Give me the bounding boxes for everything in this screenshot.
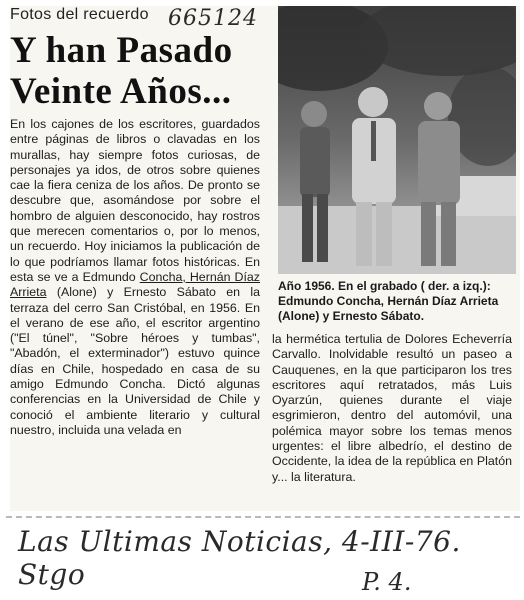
photo-caption: Año 1956. En el grabado ( der. a izq.): Edmundo Concha, Hernán Díaz Arrieta (Alone) y Ernesto Sábato. bbox=[278, 279, 499, 323]
headline-line-1: Y han Pasado bbox=[10, 30, 233, 71]
cut-line bbox=[6, 516, 520, 518]
body-underlined-names: Concha, Hernán Díaz Arrieta bbox=[10, 269, 260, 300]
body-intro: En los cajones de los escritores, guardados entre páginas de libros o clavadas en los murallas, hay siempre fotos curiosas, de personajes ya idos, de otros sobre quienes cae la fiera ceniza de los años. De pronto se descubre que, asomándose por sobre el hombro de alguien desconocido, hay rostros que merecen comentarios o, por lo menos, un recuerdo. Hoy iniciamos la publicación de lo que podríamos llamar fotos históricas. En esta se ve a Edmundo bbox=[10, 117, 260, 284]
source-note-handwritten: Las Ultimas Noticias, 4-III-76. Stgo bbox=[18, 525, 461, 591]
headline bbox=[10, 30, 270, 112]
photo-three-writers bbox=[278, 6, 516, 274]
headline-line-2: Veinte Años... bbox=[10, 71, 232, 112]
section-kicker: Fotos del recuerdo bbox=[10, 6, 149, 23]
body-column-2: la hermética tertulia de Dolores Echeverría Carvallo. Inolvidable resultó un paseo a Cauquenes, en la que participaron los tres escritores aquí retratados, más Luis Oyarzún, quienes durante el viaje esgrimieron, dentro del automóvil, una polémica mayor sobre los temas menos urgentes: el libre albedrío, el destino de Occidente, la idea de la república en Platón y... la literatura. bbox=[272, 332, 512, 484]
body-column-1 bbox=[10, 117, 260, 438]
body-continued: (Alone) y Ernesto Sábato en la terraza del cerro San Cristóbal, en 1956. En el verano de ese año, el escritor argentino ("El túnel", "Sobre héroes y tumbas", "Abadón, el exterminador") estuvo quince días en Chile, hospedado en casa de su amigo Edmundo Concha. Dictó algunas conferencias en la Universidad de Chile y conoció el ambiente literario y cultural nuestro, incluida una velada en bbox=[10, 285, 260, 437]
page-note-handwritten: P. 4. bbox=[362, 568, 412, 596]
archive-number-handwritten: 665124 bbox=[168, 6, 258, 31]
photo-illustration bbox=[278, 6, 516, 274]
